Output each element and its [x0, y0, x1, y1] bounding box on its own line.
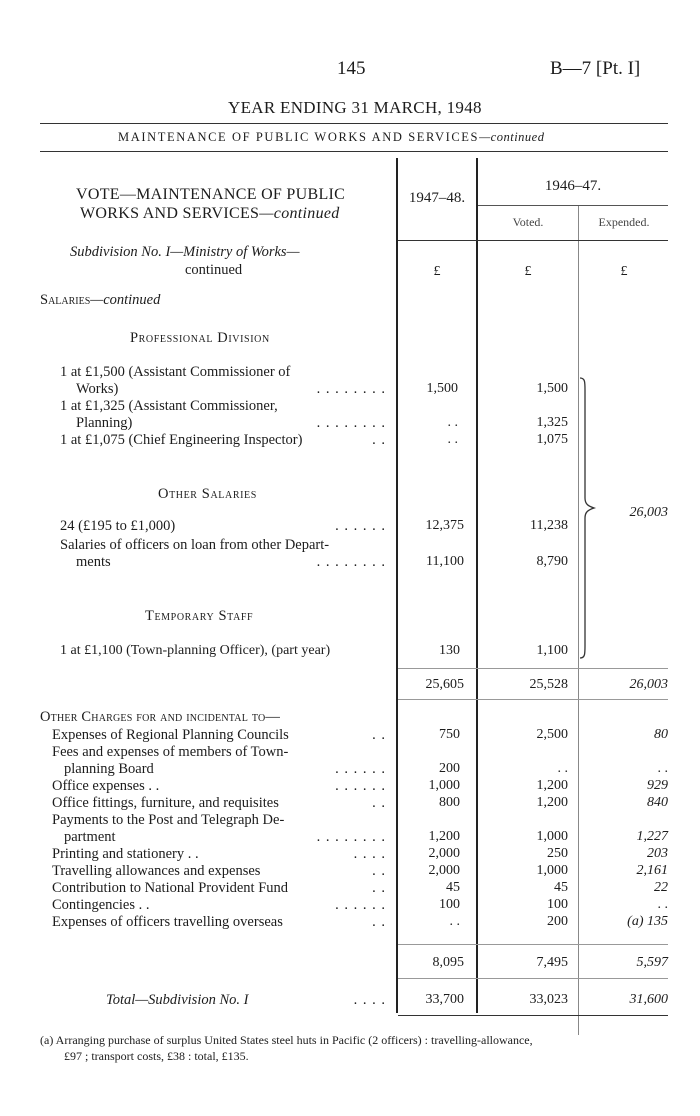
subtotal-rule [398, 978, 668, 979]
column-header-1947: 1947–48. [408, 190, 466, 206]
cell-voted: 250 [547, 846, 568, 861]
leader-dots: . . . . . . [335, 761, 386, 777]
temporary-staff-heading: Temporary Staff [145, 608, 254, 624]
charges-total-voted: 7,495 [536, 955, 568, 970]
cell-voted: 8,790 [536, 554, 568, 569]
other-salaries-row-2-line2: ments [76, 554, 111, 570]
professional-row-2-line1: 1 at £1,325 (Assistant Commissioner, [60, 398, 278, 414]
subtotal-rule [398, 699, 668, 700]
section-title: MAINTENANCE OF PUBLIC WORKS AND SERVICES—continued [118, 130, 545, 144]
year-title: YEAR ENDING 31 MARCH, 1948 [228, 98, 482, 117]
cell-1947: 2,000 [428, 846, 460, 861]
cell-expended: 1,227 [636, 829, 668, 844]
cell-1947: 100 [439, 897, 460, 912]
cell-voted: . . [557, 761, 568, 776]
vote-title-line1: VOTE—MAINTENANCE OF PUBLIC [76, 186, 346, 203]
cell-1947: 200 [439, 761, 460, 776]
cell-expended: 203 [647, 846, 668, 861]
cell-voted: 45 [554, 880, 568, 895]
cell-voted: 200 [547, 914, 568, 929]
leader-dots: . . . . . . [335, 897, 386, 913]
currency-expended: £ [620, 264, 628, 279]
header-sub-rule [478, 205, 668, 206]
total-rule [398, 1015, 668, 1016]
cell-expended: . . [657, 761, 668, 776]
leader-dots: . . . . . . . . [316, 381, 386, 397]
cell-1947: 45 [446, 880, 460, 895]
temporary-staff-row: 1 at £1,100 (Town-planning Officer), (part year) [60, 643, 331, 658]
professional-division-heading: Professional Division [130, 330, 270, 346]
leader-dots: . . . . . . . . [316, 415, 386, 431]
other-charges-heading: Other Charges for and incidental to— [40, 709, 281, 725]
charge-row-5-line1: Payments to the Post and Telegraph De- [52, 812, 285, 828]
column-header-voted: Voted. [512, 215, 544, 229]
salaries-total-1947: 25,605 [425, 677, 464, 692]
grand-total-expended: 31,600 [629, 992, 668, 1007]
cell-1947: 1,000 [428, 778, 460, 793]
cell-1947: . . [447, 432, 458, 447]
cell-expended: 80 [654, 727, 668, 742]
charge-row-7: Travelling allowances and expenses [52, 863, 261, 879]
leader-dots: . . . . [353, 846, 386, 862]
column-header-expended: Expended. [598, 215, 650, 229]
cell-voted: 1,100 [536, 643, 568, 658]
cell-voted: 1,200 [536, 795, 568, 810]
subtotal-rule [398, 668, 668, 669]
cell-1947: 2,000 [428, 863, 460, 878]
leader-dots: . . . . [353, 992, 386, 1008]
currency-voted: £ [524, 264, 532, 279]
header-rule [40, 123, 668, 124]
cell-expended: 22 [654, 880, 668, 895]
leader-dots: . . [372, 863, 386, 879]
column-header-1946: 1946–47. [544, 178, 602, 194]
charge-row-3: Office expenses . . [52, 778, 160, 794]
cell-1947: . . [449, 914, 460, 929]
charge-row-8: Contribution to National Provident Fund [52, 880, 289, 896]
header-bottom-rule [398, 240, 668, 241]
other-salaries-heading: Other Salaries [158, 486, 257, 502]
cell-expended: . . [657, 897, 668, 912]
salaries-heading: Salaries—continued [40, 292, 161, 308]
charge-row-9: Contingencies . . [52, 897, 150, 913]
footnote-line1: (a) Arranging purchase of surplus United States steel huts in Pacific (2 officers) : travelling-allowance, [40, 1033, 533, 1047]
page-number: 145 [337, 58, 366, 79]
cell-1947: 800 [439, 795, 460, 810]
charge-row-2-line1: Fees and expenses of members of Town- [52, 744, 289, 760]
subtotal-rule [398, 944, 668, 945]
leader-dots: . . [372, 880, 386, 896]
brace-icon [576, 376, 598, 660]
cell-1947: 11,100 [426, 554, 464, 569]
subdivision-title-line2: continued [185, 262, 243, 278]
grand-total-1947: 33,700 [425, 992, 464, 1007]
leader-dots: . . [372, 795, 386, 811]
cell-expended: 840 [647, 795, 668, 810]
page-reference: B—7 [Pt. I] [550, 58, 641, 79]
cell-expended: (a) 135 [627, 914, 668, 929]
charge-row-10: Expenses of officers travelling overseas [52, 914, 283, 930]
professional-row-1-line2: Works) [76, 381, 119, 397]
cell-voted: 11,238 [530, 518, 568, 533]
vote-title-line2: WORKS AND SERVICES—continued [80, 205, 340, 222]
currency-1947: £ [433, 264, 441, 279]
cell-voted: 1,325 [536, 415, 568, 430]
grand-total-voted: 33,023 [529, 992, 568, 1007]
footnote-line2: £97 ; transport costs, £38 : total, £135. [64, 1049, 249, 1063]
cell-expended: 2,161 [636, 863, 668, 878]
other-salaries-row-1: 24 (£195 to £1,000) [60, 518, 176, 534]
leader-dots: . . [372, 432, 386, 448]
professional-row-3: 1 at £1,075 (Chief Engineering Inspector) [60, 432, 303, 448]
leader-dots: . . . . . . [335, 778, 386, 794]
cell-1947: 12,375 [425, 518, 464, 533]
leader-dots: . . [372, 914, 386, 930]
charge-row-4: Office fittings, furniture, and requisites [52, 795, 279, 811]
salaries-expended-value: 26,003 [629, 505, 668, 520]
leader-dots: . . . . . . . . [316, 829, 386, 845]
grand-total-label: Total—Subdivision No. I [106, 992, 249, 1008]
leader-dots: . . [372, 727, 386, 743]
header-rule-2 [40, 151, 668, 152]
professional-row-1-line1: 1 at £1,500 (Assistant Commissioner of [60, 364, 291, 380]
cell-expended: 929 [647, 778, 668, 793]
charges-total-expended: 5,597 [636, 955, 668, 970]
cell-voted: 1,200 [536, 778, 568, 793]
salaries-total-voted: 25,528 [529, 677, 568, 692]
cell-voted: 1,500 [536, 381, 568, 396]
charge-row-2-line2: planning Board [64, 761, 154, 777]
leader-dots: . . . . . . [335, 518, 386, 534]
charge-row-1: Expenses of Regional Planning Councils [52, 727, 289, 743]
cell-1947: 130 [439, 643, 460, 658]
other-salaries-row-2-line1: Salaries of officers on loan from other Depart- [60, 537, 330, 553]
professional-row-2-line2: Planning) [76, 415, 133, 431]
cell-1947: 1,200 [428, 829, 460, 844]
charge-row-6: Printing and stationery . . [52, 846, 199, 862]
cell-voted: 2,500 [536, 727, 568, 742]
subdivision-title-line1: Subdivision No. I—Ministry of Works— [70, 244, 300, 260]
cell-1947: 750 [439, 727, 460, 742]
charges-total-1947: 8,095 [432, 955, 464, 970]
cell-voted: 1,000 [536, 829, 568, 844]
salaries-total-expended: 26,003 [629, 677, 668, 692]
leader-dots: . . . . . . . . [316, 554, 386, 570]
charge-row-5-line2: partment [64, 829, 116, 845]
cell-1947: . . [447, 415, 458, 430]
cell-voted: 1,075 [536, 432, 568, 447]
cell-voted: 1,000 [536, 863, 568, 878]
cell-1947: 1,500 [426, 381, 458, 396]
cell-voted: 100 [547, 897, 568, 912]
